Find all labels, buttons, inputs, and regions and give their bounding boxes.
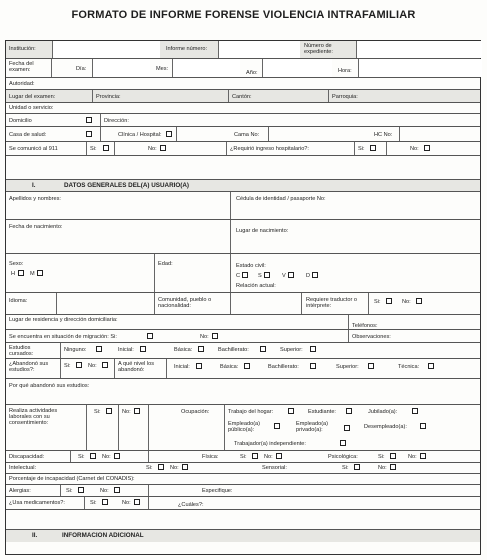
label-fecha-nacimiento: Fecha de nacimiento:	[9, 224, 63, 230]
checkbox-trabajador-independiente[interactable]	[340, 440, 346, 446]
checkbox-trabajo-hogar[interactable]	[288, 408, 294, 414]
field-anio[interactable]	[262, 59, 332, 77]
label-fecha-examen: Fecha del examen:	[9, 61, 34, 74]
divider	[226, 142, 227, 155]
checkbox-estudiante[interactable]	[346, 408, 352, 414]
divider	[230, 192, 231, 219]
label-911-no: No:	[148, 146, 157, 152]
label-hora: Hora:	[338, 68, 352, 74]
divider	[166, 359, 167, 378]
label-sensorial: Sensorial:	[262, 465, 287, 471]
field-dia[interactable]	[92, 59, 150, 77]
label-migracion-no: No:	[200, 334, 209, 340]
divider	[176, 127, 177, 141]
label-lugar-examen: Lugar del examen:	[9, 94, 56, 100]
checkbox-superior[interactable]	[310, 346, 316, 352]
divider	[148, 485, 149, 496]
label-edad: Edad:	[158, 261, 173, 267]
divider	[154, 254, 155, 292]
row-discapacidad	[6, 451, 480, 463]
label-abandono-si: Si:	[64, 363, 71, 369]
divider	[230, 293, 231, 314]
checkbox-ninguno[interactable]	[96, 346, 102, 352]
label-abandono-basica: Básica:	[220, 364, 239, 370]
label-sexo-m: M	[30, 271, 35, 277]
divider	[70, 451, 71, 462]
checkbox-sexo-m[interactable]	[37, 270, 43, 276]
row-estudios	[6, 343, 480, 359]
field-numero-expediente[interactable]	[356, 41, 482, 58]
divider	[224, 405, 225, 450]
checkbox-traductor-no[interactable]	[416, 298, 422, 304]
divider	[60, 359, 61, 378]
label-por-que-abandono: Por qué abandonó sus estudios:	[9, 383, 90, 389]
label-a-que-nivel: A qué nivel los abandonó:	[118, 361, 155, 374]
field-mes[interactable]	[172, 59, 240, 77]
label-autoridad: Autoridad:	[9, 81, 35, 87]
checkbox-intelectual-no[interactable]	[182, 464, 188, 470]
label-abandono-superior: Superior:	[336, 364, 359, 370]
label-psicologica: Psicológica:	[328, 454, 358, 460]
checkbox-ingreso-no[interactable]	[424, 145, 430, 151]
checkbox-sensorial-no[interactable]	[390, 464, 396, 470]
divider	[92, 90, 93, 102]
label-requirio-ingreso: ¿Requirió ingreso hospitalario?:	[230, 146, 309, 152]
checkbox-alergias-si[interactable]	[78, 487, 84, 493]
divider	[399, 127, 400, 141]
label-ec-s: S	[258, 273, 262, 279]
label-estudiante: Estudiante:	[308, 409, 336, 415]
row-intelectual	[6, 463, 480, 474]
label-situacion-migracion: Se encuentra en situación de migración: Si:	[9, 334, 117, 340]
checkbox-traductor-si[interactable]	[386, 298, 392, 304]
label-clinica-hospital: Clínica / Hospital:	[118, 132, 162, 138]
label-requiere-traductor: Requiere traductor o intérprete:	[306, 297, 357, 310]
row-alergias	[6, 485, 480, 497]
divider	[60, 485, 61, 496]
divider	[348, 315, 349, 329]
divider	[348, 330, 349, 342]
checkbox-discapacidad-si[interactable]	[90, 453, 96, 459]
label-trabajo-hogar: Trabajo del hogar:	[228, 409, 274, 415]
label-inicial: Inicial:	[118, 347, 134, 353]
checkbox-psicologica-no[interactable]	[420, 453, 426, 459]
label-medicamentos-si: Si:	[90, 500, 97, 506]
label-ninguno: Ninguno:	[64, 347, 87, 353]
label-superior: Superior:	[280, 347, 303, 353]
checkbox-ec-s[interactable]	[264, 272, 270, 278]
divider	[354, 142, 355, 155]
label-laboral-si: Si:	[94, 409, 101, 415]
row-apellidos	[6, 192, 480, 220]
label-comunidad-pueblo: Comunidad, pueblo o nacionalidad:	[158, 297, 212, 310]
label-discapacidad-no: No:	[102, 454, 111, 460]
section-1-header	[6, 180, 480, 192]
label-desempleado: Desempleado(a):	[364, 424, 407, 430]
section-2-title: INFORMACION ADICIONAL	[62, 532, 144, 539]
label-psicologica-no: No:	[408, 454, 417, 460]
divider	[230, 254, 231, 292]
checkbox-ec-d[interactable]	[312, 272, 318, 278]
label-ec-v: V	[282, 273, 286, 279]
label-cama-no: Cama No:	[234, 132, 260, 138]
checkbox-laboral-si[interactable]	[106, 408, 112, 414]
label-relacion-actual: Relación actual:	[236, 283, 276, 289]
label-abandono-inicial: Inicial:	[174, 364, 190, 370]
checkbox-sensorial-si[interactable]	[354, 464, 360, 470]
label-traductor-si: Si:	[374, 299, 381, 305]
label-trabajador-independiente: Trabajador(a) independiente:	[234, 441, 306, 447]
divider	[114, 359, 115, 378]
label-psicologica-si: Si:	[378, 454, 385, 460]
label-empleado-publico: Empleado(a) público(a):	[228, 421, 261, 434]
checkbox-domicilio[interactable]	[86, 117, 92, 123]
label-jubilado: Jubilado(a):	[368, 409, 398, 415]
row-actividades-laborales	[6, 405, 480, 451]
row-residencia	[6, 315, 480, 330]
label-realiza-actividades: Realiza actividades laborales con su consentimiento:	[9, 408, 58, 427]
divider	[148, 451, 149, 462]
row-casa-salud	[6, 127, 480, 142]
spacer	[6, 156, 480, 180]
divider	[86, 142, 87, 155]
label-intelectual: Intelectual:	[9, 465, 37, 471]
checkbox-abandono-inicial[interactable]	[196, 363, 202, 369]
field-informe-numero[interactable]	[218, 41, 300, 58]
divider	[228, 90, 229, 102]
checkbox-ingreso-si[interactable]	[370, 145, 376, 151]
divider	[328, 90, 329, 102]
label-cedula: Cédula de identidad / pasaporte No:	[236, 196, 326, 202]
label-sexo-h: H	[11, 271, 16, 277]
label-abandono-no: No:	[88, 363, 97, 369]
checkbox-migracion-no[interactable]	[212, 333, 218, 339]
label-cuales: ¿Cuáles?:	[178, 502, 204, 508]
checkbox-911-no[interactable]	[160, 145, 166, 151]
label-911-si: Si:	[90, 146, 97, 152]
checkbox-ec-v[interactable]	[288, 272, 294, 278]
checkbox-medicamentos-no[interactable]	[134, 499, 140, 505]
checkbox-discapacidad-no[interactable]	[114, 453, 120, 459]
label-lugar-nacimiento: Lugar de nacimiento:	[236, 228, 289, 234]
checkbox-casa-salud[interactable]	[86, 131, 92, 137]
checkbox-abandono-no[interactable]	[102, 362, 108, 368]
field-hora[interactable]	[358, 59, 482, 77]
label-telefonos: Teléfonos:	[352, 323, 378, 329]
checkbox-migracion-si[interactable]	[147, 333, 153, 339]
label-discapacidad-si: Si:	[78, 454, 85, 460]
checkbox-intelectual-si[interactable]	[158, 464, 164, 470]
label-especifique: Especifique:	[202, 488, 233, 494]
checkbox-abandono-basica[interactable]	[244, 363, 250, 369]
checkbox-bachillerato[interactable]	[260, 346, 266, 352]
label-usa-medicamentos: ¿Usa medicamentos?:	[9, 500, 65, 506]
label-ocupacion: Ocupación:	[181, 409, 210, 415]
label-intelectual-no: No:	[170, 465, 179, 471]
row-institucion	[6, 41, 480, 59]
row-comunico-911	[6, 142, 480, 156]
checkbox-jubilado[interactable]	[412, 408, 418, 414]
divider	[368, 293, 369, 314]
label-alergias: Alergias:	[9, 488, 31, 494]
label-mes: Mes:	[156, 66, 169, 72]
checkbox-fisica-si[interactable]	[252, 453, 258, 459]
divider	[100, 114, 101, 126]
row-abandono	[6, 359, 480, 379]
label-sexo: Sexo:	[9, 261, 24, 267]
checkbox-911-si[interactable]	[103, 145, 109, 151]
checkbox-laboral-no[interactable]	[134, 408, 140, 414]
label-abandono-bachillerato: Bachillerato:	[268, 364, 299, 370]
divider	[148, 497, 149, 509]
label-basica: Básica:	[174, 347, 193, 353]
row-sexo	[6, 254, 480, 293]
label-institucion: Institución:	[9, 46, 36, 52]
label-intelectual-si: Si:	[146, 465, 153, 471]
label-comunico-911: Se comunicó al 911	[9, 146, 58, 152]
label-abandono-tecnica: Técnica:	[398, 364, 420, 370]
label-porcentaje-incapacidad: Porcentaje de incapacidad (Carnet del CONADIS):	[9, 476, 135, 482]
label-traductor-no: No:	[402, 299, 411, 305]
label-dia: Día:	[76, 66, 87, 72]
label-fisica-no: No:	[264, 454, 273, 460]
checkbox-medicamentos-si[interactable]	[102, 499, 108, 505]
section-2-number: II.	[32, 532, 38, 539]
label-fisica: Física:	[202, 454, 219, 460]
label-casa-salud: Casa de salud:	[9, 132, 47, 138]
row-porcentaje-incapacidad	[6, 474, 480, 485]
label-bachillerato: Bachillerato:	[218, 347, 249, 353]
label-canton: Cantón:	[232, 94, 252, 100]
divider	[56, 293, 57, 314]
label-parroquia: Parroquia:	[332, 94, 358, 100]
label-ingreso-no: No:	[410, 146, 419, 152]
checkbox-alergias-no[interactable]	[114, 487, 120, 493]
checkbox-desempleado[interactable]	[420, 423, 426, 429]
section-1-number: I.	[32, 182, 36, 189]
row-migracion	[6, 330, 480, 343]
divider	[84, 497, 85, 509]
label-fisica-si: Si:	[240, 454, 247, 460]
divider	[386, 142, 387, 155]
label-medicamentos-no: No:	[122, 500, 131, 506]
row-domicilio	[6, 114, 480, 127]
document-title: FORMATO DE INFORME FORENSE VIOLENCIA INTRAFAMILIAR	[71, 9, 416, 21]
label-hc-no: HC No:	[374, 132, 393, 138]
label-apellidos-nombres: Apellidos y nombres:	[9, 196, 61, 202]
label-ec-c: C	[236, 273, 241, 279]
label-numero-expediente: Número de expediente:	[304, 43, 333, 56]
divider	[301, 293, 302, 314]
row-idioma	[6, 293, 480, 315]
label-provincia: Provincia:	[96, 94, 121, 100]
spacer	[6, 510, 480, 530]
field-institucion[interactable]	[52, 41, 160, 58]
row-nacimiento	[6, 220, 480, 254]
label-idioma: Idioma:	[9, 298, 28, 304]
checkbox-psicologica-si[interactable]	[390, 453, 396, 459]
label-abandono-estudios: ¿Abandonó sus estudios?:	[9, 361, 49, 374]
checkbox-abandono-bachillerato[interactable]	[310, 363, 316, 369]
label-informe-numero: Informe número:	[166, 46, 208, 52]
label-direccion: Dirección:	[104, 118, 129, 124]
checkbox-empleado-privado[interactable]	[344, 425, 350, 431]
label-ingreso-si: Si:	[358, 146, 365, 152]
label-ec-d: D	[306, 273, 311, 279]
label-domicilio: Domicilio	[9, 118, 32, 124]
divider	[51, 59, 52, 77]
row-unidad-servicio	[6, 103, 480, 114]
row-medicamentos	[6, 497, 480, 510]
checkbox-ec-c[interactable]	[242, 272, 248, 278]
section-1-title: DATOS GENERALES DEL(A) USUARIO(A)	[64, 182, 190, 189]
label-anio: Año:	[246, 70, 258, 76]
divider	[60, 343, 61, 358]
label-empleado-privado: Empleado(a) privado(a):	[296, 421, 329, 434]
checkbox-clinica-hospital[interactable]	[166, 131, 172, 137]
label-alergias-si: Si:	[66, 488, 73, 494]
checkbox-abandono-tecnica[interactable]	[428, 363, 434, 369]
divider	[154, 293, 155, 314]
checkbox-basica[interactable]	[198, 346, 204, 352]
label-alergias-no: No:	[100, 488, 109, 494]
checkbox-fisica-no[interactable]	[276, 453, 282, 459]
checkbox-sexo-h[interactable]	[18, 270, 24, 276]
label-sensorial-si: Si:	[342, 465, 349, 471]
row-fecha-examen	[6, 59, 480, 78]
row-autoridad	[6, 78, 480, 90]
forensic-report-form	[5, 40, 481, 555]
label-lugar-residencia: Lugar de residencia y dirección domiciliaria:	[9, 317, 118, 323]
section-2-header	[6, 530, 480, 542]
divider	[114, 142, 115, 155]
divider	[268, 127, 269, 141]
label-laboral-no: No:	[122, 409, 131, 415]
row-lugar-examen	[6, 90, 480, 103]
label-unidad-servicio: Unidad o servicio:	[9, 105, 54, 111]
label-sensorial-no: No:	[378, 465, 387, 471]
divider	[100, 127, 101, 141]
label-estado-civil: Estado civil:	[236, 263, 266, 269]
row-por-que-abandono	[6, 379, 480, 405]
divider	[148, 405, 149, 450]
divider	[230, 220, 231, 253]
checkbox-empleado-publico[interactable]	[274, 423, 280, 429]
divider	[86, 405, 87, 450]
checkbox-abandono-si[interactable]	[76, 362, 82, 368]
label-estudios-cursados: Estudios cursados:	[9, 345, 34, 358]
checkbox-inicial[interactable]	[140, 346, 146, 352]
label-discapacidad: Discapacidad:	[9, 454, 45, 460]
label-observaciones: Observaciones:	[352, 334, 391, 340]
divider	[118, 405, 119, 450]
checkbox-abandono-superior[interactable]	[368, 363, 374, 369]
